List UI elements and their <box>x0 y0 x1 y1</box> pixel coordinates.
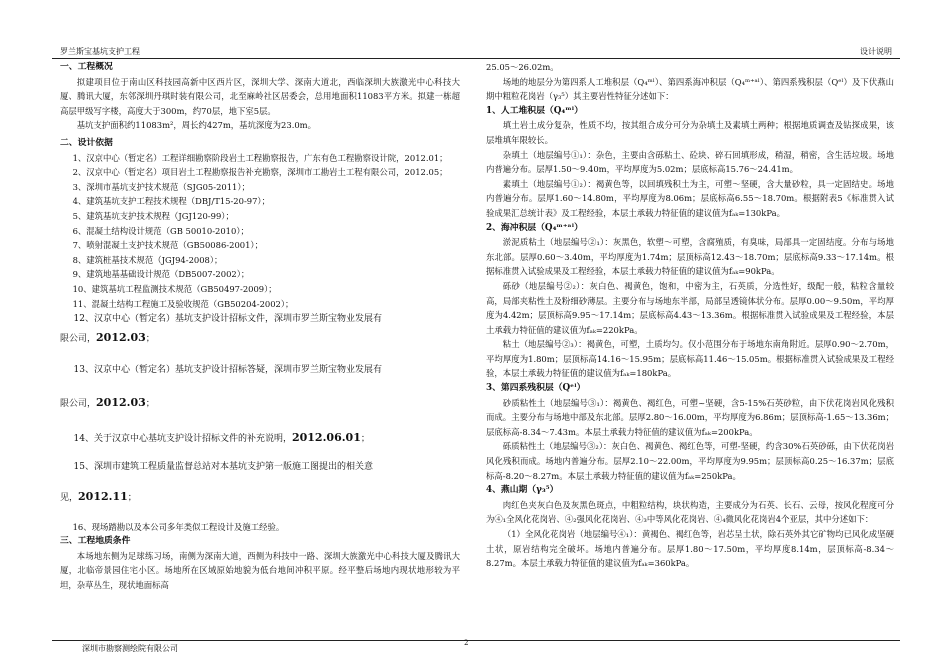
stratum-paragraph: 填土岩土成分复杂，性质不均，按其组合成分可分为杂填土及素填土两种；根据地质调查及钻探成果，该层堆填年限较长。 <box>486 120 894 145</box>
ref-end: ； <box>360 434 370 445</box>
stratum-paragraph: 砂质粘性土（地层编号③₁）：褐黄色、褐红色，可塑~坚硬，含5-15%石英砂粒，由下伏花岗岩风化残积而成。主要分布与场地中部及东北部。层厚2.80～16.00m，平均厚度为6.86m；层顶标高-1.65～13.36m；层底标高-8.34～7.43m。本层土承载力特征值的建议值为fₐₖ=200kPa。 <box>486 397 894 437</box>
reference-item-12: 12、汉京中心（暂定名）基坑支护设计招标文件，深圳市罗兰斯宝物业发展有 <box>73 314 382 325</box>
ref-text: 见， <box>60 493 79 504</box>
stratum-paragraph: 砾砂（地层编号②₂）：灰白色、褐黄色，饱和，中密为主，石英质，分选性好，级配一般，粘粒含量较高，局部夹粘性土及粉细砂薄层。主要分布与场地东半部，局部呈透镜体状分布。层厚0.00～9.50m，平均厚度为4.42m；层顶标高9.95～17.14m；层底标高4.43～13.36m。根据标准贯入试验成果及工程经验，本层土承载力特征值的建议值为fₐₖ=220kPa。 <box>486 280 894 335</box>
stratum-heading-granite: 4、燕山期（γ₃⁵） <box>486 485 559 496</box>
ref-date: 2012.03 <box>96 395 146 409</box>
reference-item: 7、喷射混凝土支护技术规范（GB50086-2001）； <box>72 240 263 251</box>
strata-intro: 场地的地层分为第四系人工堆积层（Q₄ᵐˡ）、第四系海冲积层（Q₄ᵐ⁺ᵃˡ）、第四系残积层（Qᵉˡ）及下伏燕山期中粗粒花岗岩（γ₃⁵）其主要岩性特征分述如下： <box>486 76 894 102</box>
header-section-title: 设计说明 <box>860 47 892 56</box>
stratum-paragraph: 素填土（地层编号①₂）：褐黄色等，以回填残积土为主，可塑～坚硬，含大量砂粒，具一定固结史。场地内普遍分布。层厚1.60～14.80m，平均厚度为8.06m；层底标高6.55～18.70m。根据附表5《标准贯入试验成果汇总统计表》及工程经验，本层土承载力特征值的建议值为fₐₖ=130kPa。 <box>486 178 894 218</box>
right-column <box>486 60 894 571</box>
overview-paragraph-2: 基坑支护面积约11083m²，周长约427m，基坑深度为23.0m。 <box>76 120 317 131</box>
reference-item: 4、建筑基坑支护工程技术规程（DBJ/T15-20-97）； <box>72 196 270 207</box>
ref-end: ； <box>127 493 137 504</box>
reference-item: 6、混凝土结构设计规范（GB 50010-2010）； <box>72 225 249 236</box>
elevation-continuation: 25.05～26.02m。 <box>486 62 559 72</box>
ref-date: 2012.11 <box>78 490 128 504</box>
stratum-heading-fill: 1、人工堆积层（Q₄ᵐˡ） <box>486 105 583 116</box>
ref-date: 2012.06.01 <box>291 431 361 445</box>
reference-item-15: 15、深圳市建筑工程质量监督总站对本基坑支护第一版施工图提出的相关意 <box>73 461 373 472</box>
footer-company: 深圳市勘察测绘院有限公司 <box>82 644 178 653</box>
reference-item: 9、建筑地基基础设计规范（DB5007-2002）； <box>72 269 250 280</box>
reference-item: 5、建筑基坑支护技术规程（JGJ120-99）； <box>72 210 234 221</box>
stratum-paragraph: 杂填土（地层编号①₁）：杂色，主要由含砾粘土、砼块、碎石回填形成，稍湿，稍密，含生活垃圾。场地内普遍分布。层厚1.50～9.40m，平均厚度为5.02m；层底标高15.76～24.41m。 <box>486 149 894 175</box>
stratum-paragraph: 肉红色夹灰白色及灰黑色斑点，中粗粒结构，块状构造，主要成分为石英、长石、云母，按风化程度可分为④₁全风化花岗岩、④₂强风化花岗岩、④₃中等风化花岗岩、④₄微风化花岗岩4个亚层，其中分述如下： <box>486 499 894 525</box>
reference-item: 1、汉京中心（暂定名）工程详细勘察阶段岩土工程勘察报告，广东有色工程勘察设计院，2012.01； <box>72 152 448 163</box>
stratum-paragraph: 砾质粘性土（地层编号③₂）：灰白色、褐黄色、褐红色等，可塑-坚硬，约含30%石英砂砾，由下伏花岗岩风化残积而成。场地内普遍分布。层厚2.10～22.00m，平均厚度为9.95m；层顶标高0.25～16.37m；层底标高-8.20～8.27m。本层土承载力特征值的建议值为fₐₖ=250kPa。 <box>486 441 894 481</box>
stratum-heading-residual: 3、第四系残积层（Qᵉˡ） <box>486 383 586 394</box>
reference-item-13: 13、汉京中心（暂定名）基坑支护设计招标答疑，深圳市罗兰斯宝物业发展有 <box>73 365 382 376</box>
ref-text: 限公司， <box>60 333 97 344</box>
stratum-heading-marine: 2、海冲积层（Q₄ᵐ⁺ᵃˡ） <box>486 222 583 233</box>
geology-paragraph: 本场地东侧为足球练习场，南侧为深南大道，西侧为科技中一路、深圳大族激光中心科技大厦及腾讯大厦，北临帝景园住宅小区。场地所在区域原始地貌为低台地间冲积平原。经平整后场地内现状地形较为平坦，杂草丛生，现状地面标高 <box>60 550 460 590</box>
ref-date: 2012.03 <box>96 330 146 344</box>
overview-paragraph: 拟建项目位于南山区科技园高新中区西片区，深圳大学、深南大道北，西临深圳大族激光中心科技大厦、腾讯大厦，东邻深圳丹琪时装有限公司，北至麻岭社区居委会，总用地面积11083平方米。拟建一栋超高层甲级写字楼，高度大于300m，约70层，地下室5层。 <box>60 76 460 116</box>
reference-item-15-cont <box>60 488 460 508</box>
reference-item-13-cont <box>60 394 460 414</box>
reference-item: 8、建筑桩基技术规范（JGJ94-2008）； <box>72 254 223 265</box>
ref-end: ； <box>145 398 155 409</box>
reference-item: 2、汉京中心（暂定名）项目岩土工程勘察报告补充勘察，深圳市工勘岩土工程有限公司，2012.05； <box>72 167 448 178</box>
reference-item-12-cont <box>60 329 460 349</box>
header-project-title: 罗兰斯宝基坑支护工程 <box>60 47 140 56</box>
stratum-paragraph: （1）全风化花岗岩（地层编号④₁）：黄褐色、褐红色等，岩芯呈土状，除石英外其它矿物均已风化成坚硬土状，原岩结构完全破坏。场地内普遍分布。层厚1.80～17.50m，平均厚度8.14m，层顶标高-8.34～8.27m。本层土承载力特征值的建议值为fₐₖ=360kPa。 <box>486 529 894 569</box>
page-header <box>52 42 900 59</box>
ref-text: 限公司， <box>60 398 97 409</box>
section-heading-geology: 三、工程地质条件 <box>60 536 131 547</box>
page-number: 2 <box>464 639 469 647</box>
reference-list <box>60 151 460 312</box>
reference-item: 11、混凝土结构工程施工及验收规范（GB50204-2002）； <box>72 298 294 309</box>
section-heading-overview: 一、工程概况 <box>60 62 113 72</box>
stratum-paragraph: 粘土（地层编号②₃）：褐黄色，可塑，土质均匀。仅小范围分布于场地东南角附近。层厚0.90～2.70m，平均厚度为1.80m；层顶标高14.16～15.95m；层底标高11.46～15.05m。根据标准贯入试验成果及工程经验，本层土承载力特征值的建议值为fₐₖ=180kPa。 <box>486 339 894 379</box>
stratum-paragraph: 淤泥质粘土（地层编号②₁）：灰黑色，软塑～可塑，含腐殖质，有臭味，局部具一定固结度。分布与场地东北部。层厚0.60～3.40m，平均厚度为1.74m；层顶标高12.43～18.70m；层底标高9.33～17.14m。根据标准贯入试验成果及工程经验，本层土承载力特征值的建议值为fₐₖ=90kPa。 <box>486 237 894 277</box>
left-column <box>60 60 460 593</box>
section-heading-basis: 二、设计依据 <box>60 137 113 148</box>
reference-item: 3、深圳市基坑支护技术规范（SJG05-2011）； <box>72 181 250 192</box>
reference-item: 10、建筑基坑工程监测技术规范（GB50497-2009）； <box>72 283 277 294</box>
reference-item-16: 16、现场踏勘以及本公司多年类似工程设计及施工经验。 <box>72 521 285 532</box>
reference-item-14 <box>60 429 460 449</box>
page-footer <box>52 639 900 653</box>
ref-end: ； <box>145 333 155 344</box>
ref-text: 14、关于汉京中心基坑支护设计招标文件的补充说明， <box>73 434 292 445</box>
